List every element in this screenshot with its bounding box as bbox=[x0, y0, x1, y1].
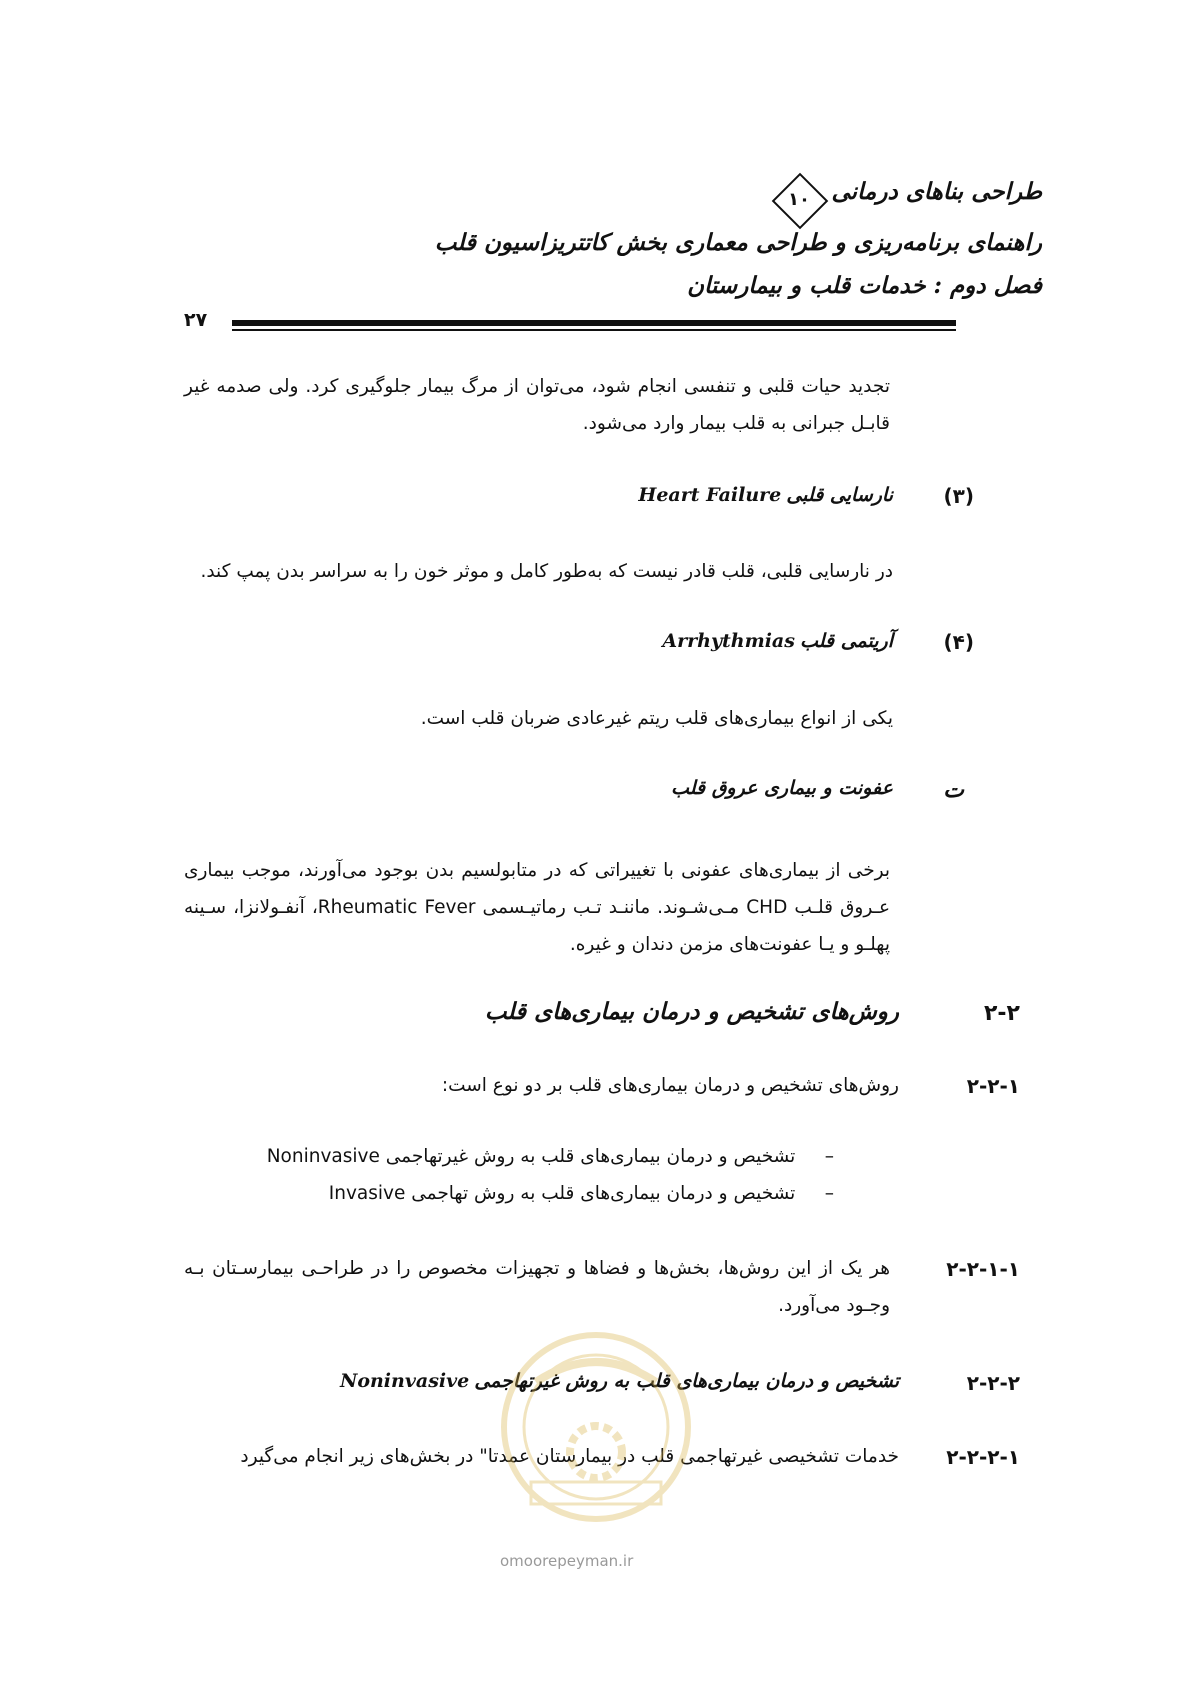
itemT-text: برخی از بیماری‌های عفونی با تغییراتی که در متابولسیم بدن بوجود می‌آورند، موجب بیماری عـروق قلـب CHD مـی‌شـوند. ماننـد تـب رماتیـسمی Rheumatic Fever، آنفـولانزا، سـینه پهلـو و یـا عفونت‌های مزمن دندان و غیره. bbox=[184, 860, 891, 955]
bullet-text: تشخیص و درمان بیماری‌های قلب به روش غیرتهاجمی Noninvasive bbox=[266, 1146, 796, 1167]
page-number: ۲۷ bbox=[184, 309, 208, 331]
bullet-item bbox=[329, 1183, 834, 1204]
sec2221-text: خدمات تشخیصی غیرتهاجمی قلب در بیمارستان عمدتا" در بخش‌های زیر انجام می‌گیرد bbox=[240, 1446, 899, 1467]
item4-number: (۴) bbox=[943, 630, 974, 654]
item3-heading bbox=[638, 484, 893, 506]
book-title: راهنمای برنامه‌ریزی و طراحی معماری بخش کاتتریزاسیون قلب bbox=[434, 229, 1042, 256]
header-rule bbox=[232, 320, 956, 326]
item3-number: (۳) bbox=[943, 484, 974, 508]
sec222-title-en: Noninvasive bbox=[339, 1370, 470, 1392]
bullet-item bbox=[267, 1146, 834, 1167]
series-number: ۱۰ bbox=[788, 189, 810, 210]
sec2211-number: ۲-۲-۱-۱ bbox=[946, 1257, 1020, 1281]
chapter-title: فصل دوم : خدمات قلب و بیمارستان bbox=[687, 272, 1042, 299]
sec22-title: روش‌های تشخیص و درمان بیماری‌های قلب bbox=[484, 998, 899, 1025]
bullet-dash: – bbox=[824, 1183, 834, 1204]
itemT-title: عفونت و بیماری عروق قلب bbox=[671, 777, 893, 799]
intro-paragraph: تجدید حیات قلبی و تنفسی انجام شود، می‌توان از مرگ بیمار جلوگیری کرد. ولی صدمه غیر قابـل جبرانی به قلب بیمار وارد می‌شود. bbox=[184, 376, 890, 434]
item3-text: در نارسایی قلبی، قلب قادر نیست که به‌طور کامل و موثر خون را به سراسر بدن پمپ کند. bbox=[200, 561, 893, 582]
item3-title-fa: نارسایی قلبی bbox=[786, 484, 893, 506]
sec2211-text: هر یک از این روش‌ها، بخش‌ها و فضاها و تجهیزات مخصوص را در طراحـی بیمارسـتان بـه وجـود می‌آورد. bbox=[184, 1258, 890, 1316]
sec222-title-fa: تشخیص و درمان بیماری‌های قلب به روش غیرتهاجمی bbox=[474, 1370, 899, 1392]
bullet-text: تشخیص و درمان بیماری‌های قلب به روش تهاجمی Invasive bbox=[328, 1183, 796, 1204]
item4-title-fa: آریتمی قلب bbox=[800, 630, 893, 652]
item3-title-en: Heart Failure bbox=[638, 484, 782, 506]
item4-text: یکی از انواع بیماری‌های قلب ریتم غیرعادی ضربان قلب است. bbox=[420, 708, 893, 729]
bullet-dash: – bbox=[824, 1146, 834, 1167]
sec221-text: روش‌های تشخیص و درمان بیماری‌های قلب بر دو نوع است: bbox=[441, 1075, 899, 1096]
item4-title-en: Arrhythmias bbox=[662, 630, 795, 652]
seal-logo-icon bbox=[496, 1322, 696, 1536]
sec2221-number: ۲-۲-۲-۱ bbox=[946, 1445, 1020, 1469]
sec221-number: ۲-۲-۱ bbox=[966, 1074, 1020, 1098]
header-rule-thin bbox=[232, 329, 956, 331]
item4-heading bbox=[662, 630, 893, 652]
sec222-number: ۲-۲-۲ bbox=[966, 1371, 1020, 1395]
sec22-number: ۲-۲ bbox=[984, 1001, 1020, 1026]
series-title: طراحی بناهای درمانی bbox=[831, 178, 1042, 205]
itemT-letter: ت bbox=[943, 777, 964, 803]
watermark-text: omoorepeyman.ir bbox=[500, 1552, 634, 1570]
